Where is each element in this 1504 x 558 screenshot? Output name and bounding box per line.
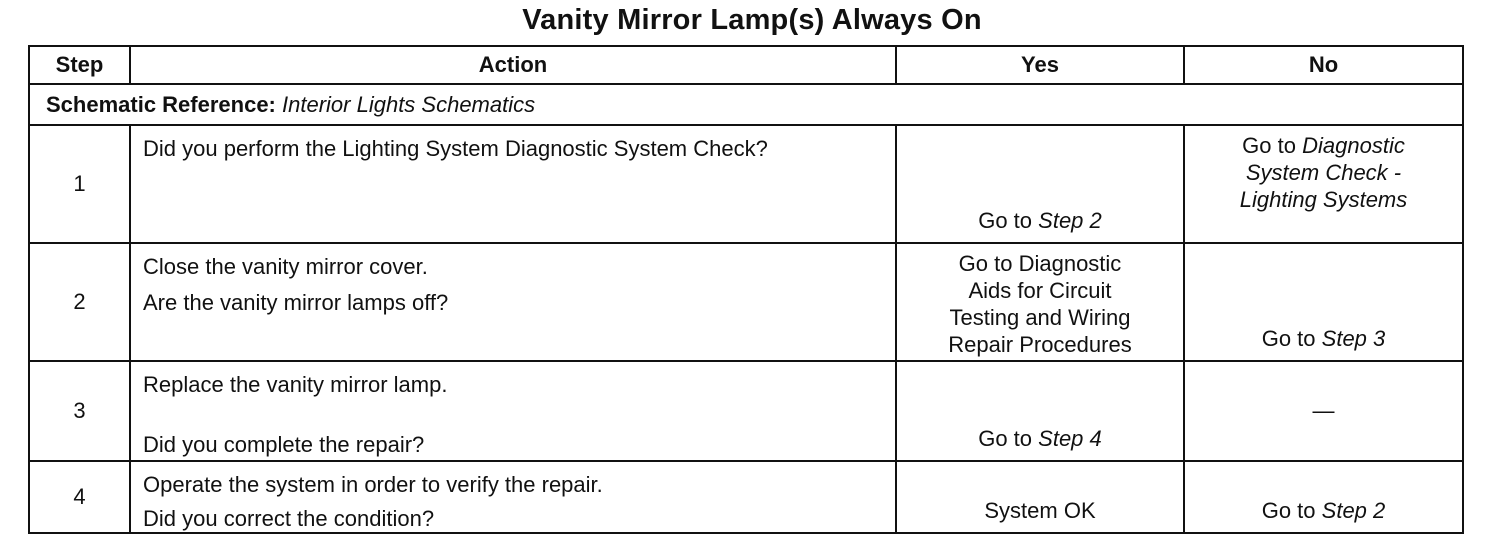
action-cell: [130, 243, 896, 361]
action-text: Are the vanity mirror lamps off?: [143, 290, 449, 315]
header-no: No: [1184, 46, 1463, 84]
yes-prefix: Go to: [978, 426, 1033, 451]
header-action: Action: [130, 46, 896, 84]
no-step-link[interactable]: Step 2: [1321, 498, 1386, 523]
yes-line[interactable]: Aids for Circuit: [968, 278, 1112, 303]
table-row: [29, 125, 1463, 243]
no-link[interactable]: Lighting Systems: [1239, 187, 1408, 212]
action-text: Replace the vanity mirror lamp.: [143, 372, 448, 397]
schematic-link[interactable]: Interior Lights Schematics: [282, 91, 536, 117]
table-row: [29, 361, 1463, 461]
no-cell: [1184, 361, 1463, 461]
action-text: Operate the system in order to verify the repair.: [143, 472, 603, 497]
schematic-row: [29, 84, 1463, 125]
action-cell: [130, 461, 896, 533]
step-number: 4: [29, 461, 130, 533]
header-row: [29, 46, 1463, 84]
no-line: [1185, 132, 1462, 159]
no-link[interactable]: System Check -: [1245, 160, 1402, 185]
yes-cell: [896, 461, 1184, 533]
step-number: 3: [29, 361, 130, 461]
yes-step-link[interactable]: Step 2: [1038, 208, 1102, 233]
action-text: Close the vanity mirror cover.: [143, 254, 428, 279]
no-cell: [1184, 243, 1463, 361]
diagnostic-table: [28, 45, 1464, 534]
no-prefix: Go to: [1261, 326, 1316, 351]
yes-step-link[interactable]: Step 4: [1038, 426, 1102, 451]
no-prefix: Go to: [1261, 498, 1316, 523]
header-yes: Yes: [896, 46, 1184, 84]
no-step-link[interactable]: Step 3: [1321, 326, 1386, 351]
yes-cell: [896, 243, 1184, 361]
action-text: Did you complete the repair?: [143, 432, 425, 457]
step-number: 2: [29, 243, 130, 361]
no-prefix: Go to: [1242, 133, 1296, 158]
yes-line[interactable]: Repair Procedures: [948, 332, 1132, 357]
schematic-label: Schematic Reference:: [46, 91, 276, 117]
page-title: Vanity Mirror Lamp(s) Always On: [522, 4, 982, 36]
action-cell: [130, 125, 896, 243]
yes-cell: [896, 125, 1184, 243]
table-row: [29, 461, 1463, 533]
yes-prefix: Go to: [978, 208, 1033, 233]
header-step: Step: [29, 46, 130, 84]
yes-line[interactable]: Go to Diagnostic: [958, 251, 1122, 276]
step-number: 1: [29, 125, 130, 243]
action-text: Did you correct the condition?: [143, 506, 435, 531]
yes-cell: [896, 361, 1184, 461]
yes-line[interactable]: Testing and Wiring: [949, 305, 1131, 330]
action-text: Did you perform the Lighting System Diagnostic System Check?: [143, 136, 768, 161]
no-cell: [1184, 125, 1463, 243]
action-cell: [130, 361, 896, 461]
no-link[interactable]: Diagnostic: [1302, 133, 1405, 158]
table-row: [29, 243, 1463, 361]
no-cell: [1184, 461, 1463, 533]
yes-text: System OK: [984, 498, 1096, 523]
no-dash: —: [1312, 398, 1335, 423]
schematic-reference: [29, 84, 1463, 125]
